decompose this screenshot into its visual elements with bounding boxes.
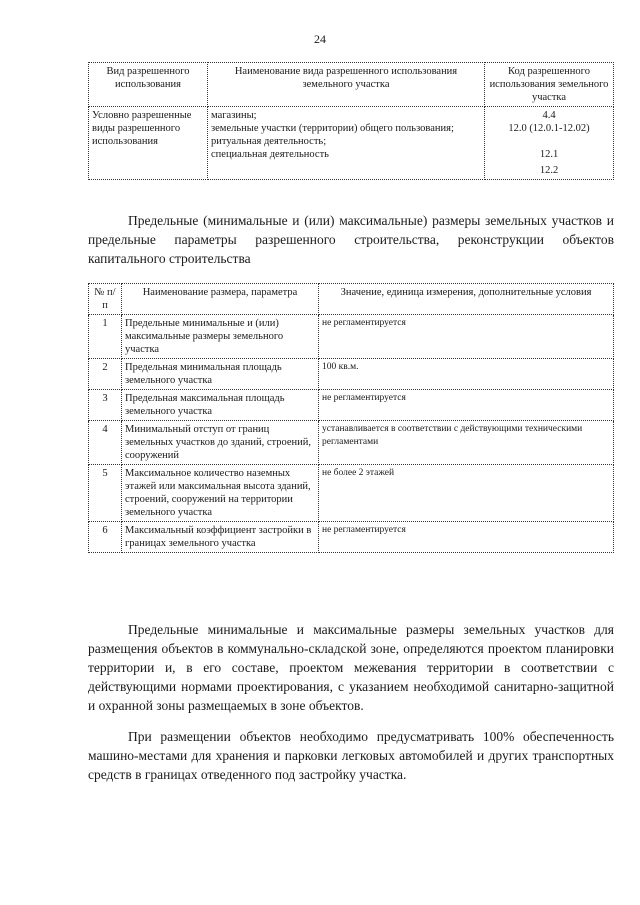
use-name: ритуальная деятельность; [211,136,327,147]
parameter-value: 100 кв.м. [319,359,614,390]
row-number: 6 [89,522,122,553]
header-cell: Наименование вида разрешенного использования земельного участка [208,63,485,107]
use-kind-cell: Условно разрешенные виды разрешенного использования [89,107,208,180]
parameter-value: не более 2 этажей [319,465,614,522]
header-cell: Вид разрешенного использования [89,63,208,107]
parameter-name: Максимальный коэффициент застройки в границах земельного участка [122,522,319,553]
table-header-row [89,63,614,107]
row-number: 2 [89,359,122,390]
header-cell: Наименование размера, параметра [122,284,319,315]
zone-size-paragraph: Предельные минимальные и максимальные размеры земельных участков для размещения объектов в коммунально-складской зоне, определяются проектом планировки территории и, в его составе, проектом межевания территории в соответствии с действующими нормами проектирования, с указанием необходимой санитарно-защитной и охранной зоны размещаемых в зоне объектов. [88,622,614,713]
table-row [89,107,614,180]
table-row [89,522,614,553]
row-number: 4 [89,421,122,465]
use-name: специальная деятельность [211,149,329,160]
parameter-name: Предельная максимальная площадь земельного участка [122,390,319,421]
header-cell: Значение, единица измерения, дополнительные условия [319,284,614,315]
table-row [89,315,614,359]
use-name: магазины; [211,110,257,121]
row-number: 1 [89,315,122,359]
row-number: 3 [89,390,122,421]
use-code: 4.4 [542,110,556,121]
use-name: земельные участки (территории) общего пользования; [211,123,454,134]
parameter-value: не регламентируется [319,522,614,553]
header-cell: Код разрешенного использования земельного участка [485,63,614,107]
row-number: 5 [89,465,122,522]
page-number: 24 [314,32,326,46]
parameter-name: Предельные минимальные и (или) максимальные размеры земельного участка [122,315,319,359]
use-codes-cell [485,107,614,180]
use-names-cell [208,107,485,180]
table-header-row [89,284,614,315]
table-row [89,465,614,522]
parameter-value: не регламентируется [319,390,614,421]
table-row [89,390,614,421]
use-code: 12.1 [539,149,559,160]
parameter-value: устанавливается в соответствии с действующими техническими регламентами [319,421,614,465]
section-title: Предельные (минимальные и (или) максимальные) размеры земельных участков и предельные параметры разрешенного строительства, реконструкции объектов капитального строительства [88,213,614,266]
parameter-value: не регламентируется [319,315,614,359]
use-code: 12.0 (12.0.1-12.02) [508,123,590,134]
table-row [89,359,614,390]
parameter-name: Максимальное количество наземных этажей или максимальная высота зданий, строений, сооружений на территории земельного участка [122,465,319,522]
parameter-name: Минимальный отступ от границ земельных участков до зданий, строений, сооружений [122,421,319,465]
parameter-name: Предельная минимальная площадь земельного участка [122,359,319,390]
permitted-use-table [88,62,614,180]
table-row [89,421,614,465]
header-cell: № п/п [89,284,122,315]
parking-paragraph: При размещении объектов необходимо предусматривать 100% обеспеченность машино-местами для хранения и парковки легковых автомобилей и других транспортных средств в границах отведенного под застройку участка. [88,729,614,782]
parameters-table [88,283,614,553]
use-code: 12.2 [539,165,559,176]
